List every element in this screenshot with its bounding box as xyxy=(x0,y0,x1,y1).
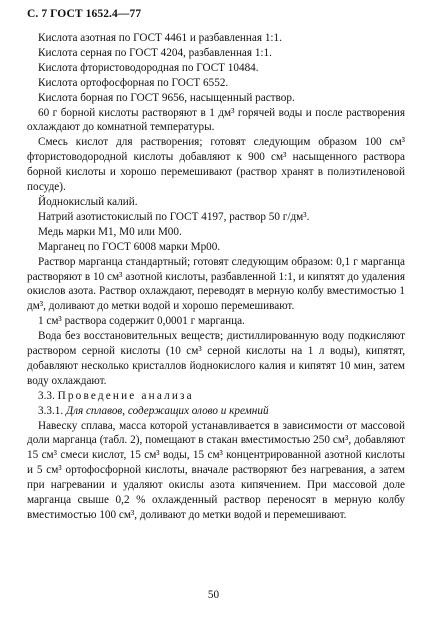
page-header: С. 7 ГОСТ 1652.4—77 xyxy=(27,8,142,20)
reagent-manganese: Марганец по ГОСТ 6008 марки Мр00. xyxy=(38,240,221,253)
boric-acid-preparation: 60 г борной кислоты растворяют в 1 дм³ горячей воды и после растворения охлаждают до комнатной температуры. xyxy=(27,106,405,134)
section-number: 3.3. xyxy=(38,389,55,402)
document-body xyxy=(27,31,405,523)
page-number: 50 xyxy=(207,589,220,601)
reagent-orthophosphoric-acid: Кислота ортофосфорная по ГОСТ 6552. xyxy=(38,76,229,89)
reagent-sodium-nitrite: Натрий азотистокислый по ГОСТ 4197, раствор 50 г/дм³. xyxy=(38,210,310,223)
reductant-free-water: Вода без восстановительных веществ; дистиллированную воду подкисляют раствором серной кислоты (10 см³ серной кислоты на 1 л воды), кипятят, добавляют несколько кристаллов йоднокислого калия и кипятят 10 мин, затем воду охлаждают. xyxy=(27,330,405,387)
reagent-copper: Медь марки М1, М0 или М00. xyxy=(38,225,182,238)
manganese-concentration: 1 см³ раствора содержит 0,0001 г марганца. xyxy=(38,315,245,328)
reagent-hydrofluoric-acid: Кислота фтористоводородная по ГОСТ 10484. xyxy=(38,61,259,74)
reagent-boric-acid: Кислота борная по ГОСТ 9656, насыщенный раствор. xyxy=(38,91,295,104)
subsection-title: Для сплавов, содержащих олово и кремний xyxy=(65,404,269,417)
reagent-potassium-periodate: Йоднокислый калий. xyxy=(38,195,138,208)
section-title: Проведение анализа xyxy=(57,389,194,402)
reagent-nitric-acid: Кислота азотная по ГОСТ 4461 и разбавленная 1:1. xyxy=(38,32,282,44)
manganese-standard-solution: Раствор марганца стандартный; готовят следующим образом: 0,1 г марганца растворяют в 10 см³ азотной кислоты, разбавленной 1:1, и кипятят до удаления окислов азота. Раствор охлаждают, переводят в мерную колбу вместимостью 1 дм³, доливают до метки водой и хорошо перемешивают. xyxy=(27,255,405,313)
section-3-3-1-heading xyxy=(27,404,405,419)
subsection-number: 3.3.1. xyxy=(38,404,64,417)
analysis-procedure: Навеску сплава, масса которой устанавливается в зависимости от массовой доли марганца (табл. 2), помещают в стакан вместимостью 250 см³, добавляют 15 см³ смеси кислот, 15 см³ воды, 15 см³ концентрированной азотной кислоты и 5 см³ ортофосфорной кислоты, вначале растворяют без нагревания, а затем при нагревании и удаляют окислы азота кипячением. При массовой доле марганца свыше 0,2 % охлажденный раствор переносят в мерную колбу вместимостью 100 см³, доливают до метки водой и перемешивают. xyxy=(27,419,405,521)
acid-mixture-preparation: Смесь кислот для растворения; готовят следующим образом 100 см³ фтористоводородной кислоты добавляют к 900 см³ насыщенного раствора борной кислоты и хорошо перемешивают (раствор хранят в полиэтиленовой посуде). xyxy=(27,136,405,194)
section-3-3-heading xyxy=(27,389,405,404)
reagent-sulfuric-acid: Кислота серная по ГОСТ 4204, разбавленная 1:1. xyxy=(38,46,272,59)
